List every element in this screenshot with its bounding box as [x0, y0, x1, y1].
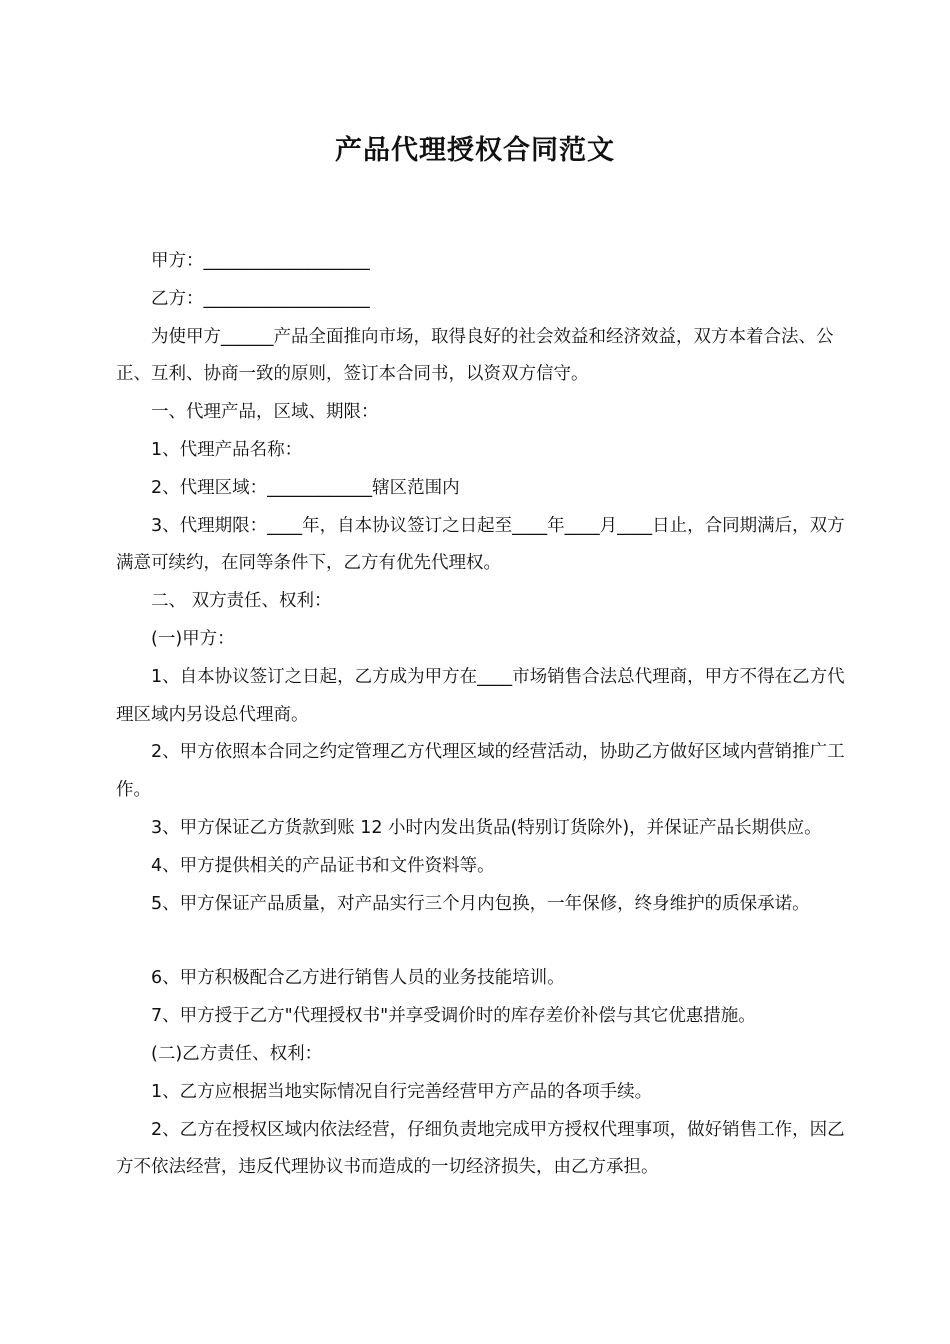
document-title: 产品代理授权合同范文	[335, 135, 615, 166]
clause-a-1: 1、自本协议签订之日起，乙方成为甲方在____市场销售合法总代理商，甲方不得在乙方代理区域内另设总代理商。	[116, 666, 845, 725]
clause-1-3: 3、代理期限：____年，自本协议签订之日起至____年____月____日止，合同期满后，双方满意可续约，在同等条件下，乙方有优先代理权。	[116, 515, 845, 574]
party-b-line: 乙方：___________________	[151, 288, 370, 309]
party-a-line: 甲方：___________________	[151, 251, 370, 271]
clause-a-5: 5、甲方保证产品质量，对产品实行三个月内包换，一年保修，终身维护的质保承诺。	[151, 893, 810, 914]
clause-a-2: 2、甲方依照本合同之约定管理乙方代理区域的经营活动，协助乙方做好区域内营销推广工作。	[116, 742, 845, 801]
clause-1-1: 1、代理产品名称：	[151, 439, 303, 460]
subsection-party-b: (二)乙方责任、权利：	[151, 1043, 323, 1064]
section-heading-2: 二、 双方责任、权利：	[151, 591, 332, 612]
clause-b-1: 1、乙方应根据当地实际情况自行完善经营甲方产品的各项手续。	[151, 1081, 653, 1102]
clause-1-2: 2、代理区域：____________辖区范围内	[151, 477, 460, 498]
clause-a-6: 6、甲方积极配合乙方进行销售人员的业务技能培训。	[151, 968, 565, 989]
clause-a-3: 3、甲方保证乙方货款到账 12 小时内发出货品(特别订货除外)，并保证产品长期供应。	[151, 817, 822, 838]
subsection-party-a: (一)甲方：	[151, 628, 235, 649]
clause-a-4: 4、甲方提供相关的产品证书和文件资料等。	[151, 855, 495, 876]
preamble-paragraph: 为使甲方______产品全面推向市场，取得良好的社会效益和经济效益，双方本着合法、公正、互利、协商一致的原则，签订本合同书，以资双方信守。	[116, 326, 834, 385]
document-body	[116, 243, 850, 1187]
clause-a-7: 7、甲方授于乙方"代理授权书"并享受调价时的库存差价补偿与其它优惠措施。	[151, 1006, 756, 1027]
section-heading-1: 一、代理产品，区域、期限：	[151, 402, 379, 423]
clause-b-2: 2、乙方在授权区域内依法经营，仔细负责地完成甲方授权代理事项，做好销售工作，因乙方不依法经营，违反代理协议书而造成的一切经济损失，由乙方承担。	[116, 1119, 845, 1178]
